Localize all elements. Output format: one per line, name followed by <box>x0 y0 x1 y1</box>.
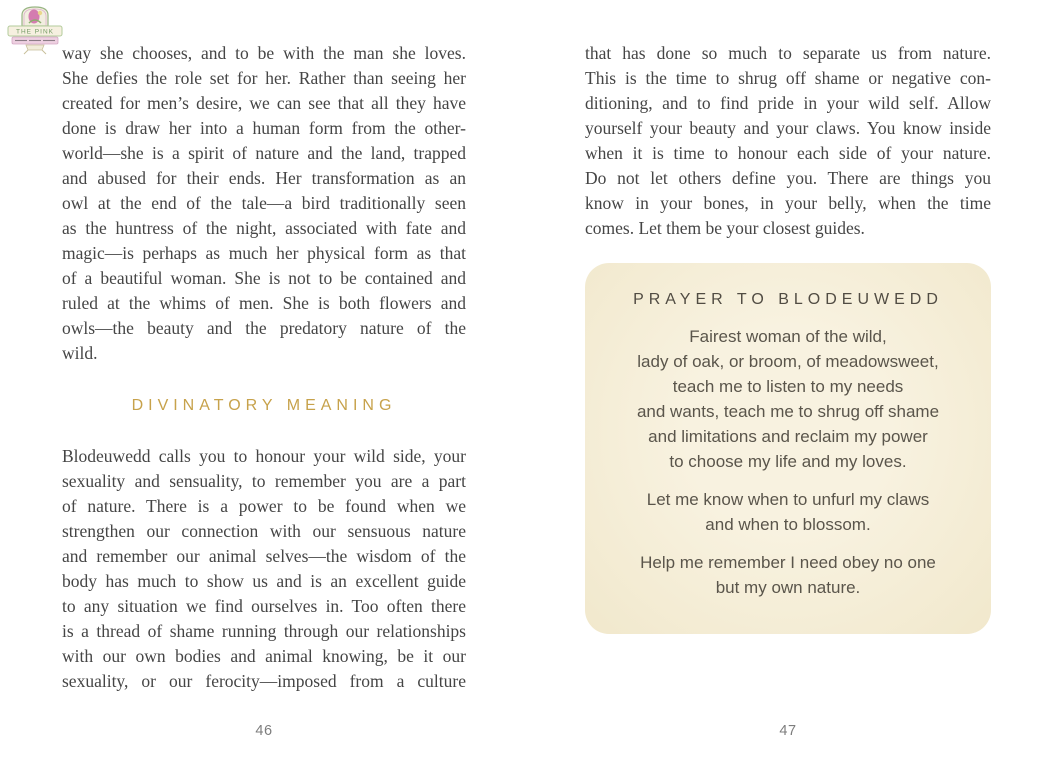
text-line: and limitations and reclaim my power <box>648 427 928 446</box>
text-line: of nature. There is a power to be found when we <box>62 496 466 516</box>
text-line: Do not let others define you. There are things you <box>585 168 991 188</box>
text-line: body has much to show us and is an excellent guide <box>62 571 466 591</box>
text-line: teach me to listen to my needs <box>672 377 904 396</box>
badge-icon <box>5 4 65 58</box>
right-page-column <box>585 41 991 634</box>
text-line: Fairest woman of the wild, <box>689 327 887 346</box>
left-page-column <box>62 41 466 694</box>
text-line: Let me know when to unfurl my claws <box>646 490 930 509</box>
text-line: owl at the end of the tale—a bird traditionally seen <box>62 193 466 213</box>
text-line: and remember our animal selves—the wisdom of the <box>62 546 466 566</box>
text-line: yourself your beauty and your claws. You know inside <box>585 118 991 138</box>
left-paragraph-2 <box>62 444 466 694</box>
text-line: and wants, teach me to shrug off shame <box>636 402 940 421</box>
prayer-box <box>585 263 991 634</box>
text-line: to any situation we find ourselves in. Too often there <box>62 596 466 616</box>
text-line: lady of oak, or broom, of meadowsweet, <box>637 352 939 371</box>
text-line: sexuality, or our ferocity—imposed from a culture <box>62 671 466 691</box>
text-line: world—she is a spirit of nature and the land, trapped <box>62 143 466 163</box>
text-line: created for men’s desire, we can see that all they have <box>62 93 466 113</box>
left-paragraph-1 <box>62 41 466 366</box>
badge-text: THE PINK <box>16 28 54 36</box>
prayer-stanza-3 <box>603 550 973 600</box>
publisher-badge-logo <box>5 4 65 58</box>
right-paragraph-1 <box>585 41 991 241</box>
text-line: ditioning, and to find pride in your wild self. Allow <box>585 93 991 113</box>
text-line: She defies the role set for her. Rather than seeing her <box>62 68 466 88</box>
text-line: Blodeuwedd calls you to honour your wild side, your <box>62 446 466 466</box>
text-line: as the huntress of the night, associated with fate and <box>62 218 466 238</box>
text-line: This is the time to shrug off shame or negative con- <box>585 68 991 88</box>
prayer-stanza-1 <box>603 324 973 474</box>
divinatory-meaning-heading: DIVINATORY MEANING <box>131 397 397 414</box>
text-line: of a beautiful woman. She is not to be contained and <box>62 268 466 288</box>
text-line: sexuality and sensuality, to remember you are a part <box>62 471 466 491</box>
text-line: with our own bodies and animal knowing, be it our <box>62 646 466 666</box>
text-line: done is draw her into a human form from the other- <box>62 118 466 138</box>
text-line: magic—is perhaps as much her physical form as that <box>62 243 466 263</box>
text-line: comes. Let them be your closest guides. <box>585 218 865 238</box>
text-line: owls—the beauty and the predatory nature of the <box>62 318 466 338</box>
text-line: way she chooses, and to be with the man she loves. <box>62 43 466 63</box>
text-line: strengthen our connection with our sensuous nature <box>62 521 466 541</box>
prayer-title: PRAYER TO BLODEUWEDD <box>633 291 943 308</box>
prayer-stanza-2 <box>603 487 973 537</box>
text-line: but my own nature. <box>715 578 861 597</box>
text-line: is a thread of shame running through our relationships <box>62 621 466 641</box>
text-line: know in your bones, in your belly, when the time <box>585 193 991 213</box>
text-line: and abused for their ends. Her transformation as an <box>62 168 466 188</box>
page-number-right: 47 <box>779 723 797 739</box>
text-line: and when to blossom. <box>705 515 871 534</box>
page-number-left: 46 <box>255 723 273 739</box>
text-line: to choose my life and my loves. <box>669 452 907 471</box>
text-line: Help me remember I need obey no one <box>640 553 936 572</box>
text-line: that has done so much to separate us from nature. <box>585 43 991 63</box>
text-line: ruled at the whims of men. She is both flowers and <box>62 293 466 313</box>
text-line: when it is time to honour each side of your nature. <box>585 143 991 163</box>
text-line: wild. <box>62 343 98 363</box>
